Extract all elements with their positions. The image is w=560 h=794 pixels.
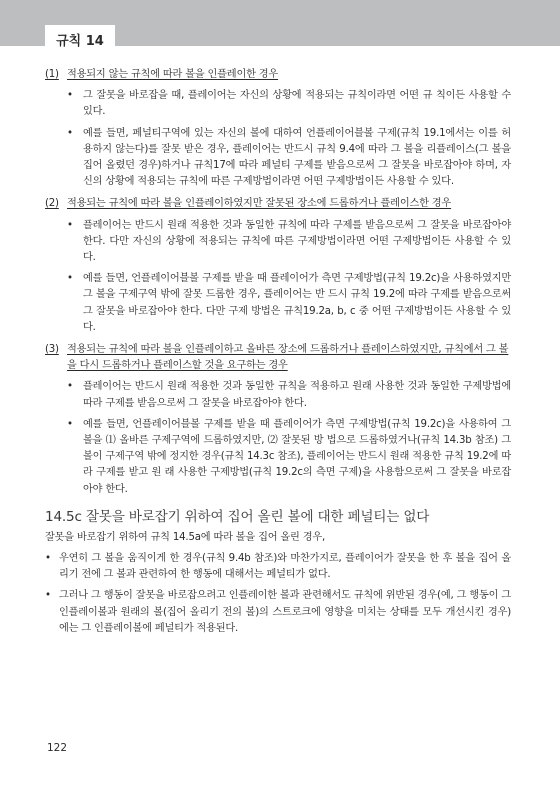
bullet-icon: • [67, 90, 73, 102]
bullet-text: 예를 들면, 페널티구역에 있는 자신의 볼에 대하여 언플레이어블볼 구제(규칙 19.1에서는 이를 허용하지 않는다)를 잘못 받은 경우, 플레이어는 반드시 규칙 9.4에 따라 그 볼을 리플레이스(그 볼을 집어 올렸던 경우)하거나 규칙17에 따라 페널티 구제를 받음으로써 그 잘못을 바로잡아야 하며, 자신의 상황에 적용되는 규칙에 따른 구제방법이라면 어떤 구제방법이든 사용할 수 있다. [83, 127, 511, 188]
section-2 [45, 196, 511, 336]
page-content [45, 67, 511, 642]
list-item [45, 417, 511, 498]
bullet-list [45, 88, 511, 190]
list-item [45, 218, 511, 267]
bullet-icon: • [67, 127, 73, 139]
list-item [45, 271, 511, 336]
page-number: 122 [47, 742, 68, 754]
bullet-icon: • [45, 590, 51, 602]
bullet-list [45, 218, 511, 336]
list-item [45, 588, 511, 637]
subheading: 14.5c 잘못을 바로잡기 위하여 집어 올린 볼에 대한 페널티는 없다 [45, 508, 430, 525]
bullet-icon: • [67, 273, 73, 285]
list-item [45, 551, 511, 583]
section-title: 적용되는 규칙에 따라 볼을 인플레이하고 올바른 장소에 드롭하거나 플레이스하였지만, 규칙에서 그 볼을 다시 드롭하거나 플레이스할 것을 요구하는 경우 [67, 344, 509, 372]
section-number: (2) [45, 198, 59, 210]
bullet-icon: • [45, 553, 51, 565]
list-item [45, 126, 511, 191]
section-title: 적용되는 규칙에 따라 볼을 인플레이하였지만 잘못된 장소에 드롭하거나 플레이스한 경우 [67, 198, 452, 210]
bullet-icon: • [67, 219, 73, 231]
section-heading [45, 196, 511, 212]
section-heading [45, 67, 511, 83]
section-title: 적용되지 않는 규칙에 따라 볼을 인플레이한 경우 [67, 69, 279, 80]
rule-label-tab: 규칙 14 [45, 25, 115, 54]
bullet-text: 그 잘못을 바로잡을 때, 플레이어는 자신의 상황에 적용되는 규칙이라면 어떤 규 칙이든 사용할 수 있다. [83, 90, 511, 118]
bullet-list [45, 379, 511, 497]
bullet-text: 플레이어는 반드시 원래 적용한 것과 동일한 규칙에 따라 구제를 받음으로써 그 잘못을 바로잡아야 한다. 다만 자신의 상황에 적용되는 규칙에 따른 구제방법이라면 어떤 구제방법이든 사용할 수 있다. [83, 219, 511, 264]
bullet-text: 예를 들면, 언플레이어블볼 구제를 받을 때 플레이어가 측면 구제방법(규칙 19.2c)을 사용하였지만 그 볼을 구제구역 밖에 잘못 드롭한 경우, 플레이어는 반 드시 규칙 19.2에 따라 구제를 받음으로써 그 잘못을 바로잡아야 한다. 다만 구제 방법은 규칙19.2a, b, c 중 어떤 구제방법이든 사용할 수 있다. [83, 273, 511, 333]
list-item [45, 379, 511, 411]
bullet-text: 우연히 그 볼을 움직이게 한 경우(규칙 9.4b 참조)와 마찬가지로, 플레이어가 잘못을 한 후 볼을 집어 올리기 전에 그 볼과 관련하여 한 행동에 대해서는 페널티가 없다. [59, 553, 511, 581]
section-3 [45, 342, 511, 498]
bullet-text: 그러나 그 행동이 잘못을 바로잡으려고 인플레이한 볼과 관련해서도 규칙에 위반된 경우(예, 그 행동이 그 인플레이볼과 원래의 볼(집어 올리기 전의 볼)의 스트로크에 영향을 미치는 상태를 모두 개선시킨 경우)에는 그 인플레이볼에 페널티가 적용된다. [59, 590, 511, 634]
list-item [45, 88, 511, 120]
section-heading [45, 342, 511, 374]
bullet-icon: • [67, 381, 73, 393]
section-1 [45, 67, 511, 190]
section-number: (3) [45, 344, 59, 356]
bullet-text: 예를 들면, 언플레이어블볼 구제를 받을 때 플레이어가 측면 구제방법(규칙 19.2c)을 사용하여 그 볼을 ⑴ 올바른 구제구역에 드롭하였지만, ⑵ 잘못된 방 법으로 드롭하였거나(규칙 14.3b 참조) 그 볼이 구제구역 밖에 정지한 경우(규칙 14.3c 참조), 플레이어는 반드시 원래 적용한 규칙 19.2에 따라 구제를 받고 원 래 사용한 구제방법(규칙 19.2c의 측면 구제)을 사용함으로써 그 잘못을 바로잡 아야 한다. [83, 418, 511, 495]
bullet-list [45, 551, 511, 637]
bullet-icon: • [67, 418, 73, 430]
section-number: (1) [45, 69, 59, 80]
intro-text: 잘못을 바로잡기 위하여 규칙 14.5a에 따라 볼을 집어 올린 경우, [45, 531, 326, 543]
bullet-text: 플레이어는 반드시 원래 적용한 것과 동일한 규칙을 적용하고 원래 사용한 것과 동일한 구제방법에 따라 구제를 받음으로써 그 잘못을 바로잡아야 한다. [83, 381, 511, 409]
